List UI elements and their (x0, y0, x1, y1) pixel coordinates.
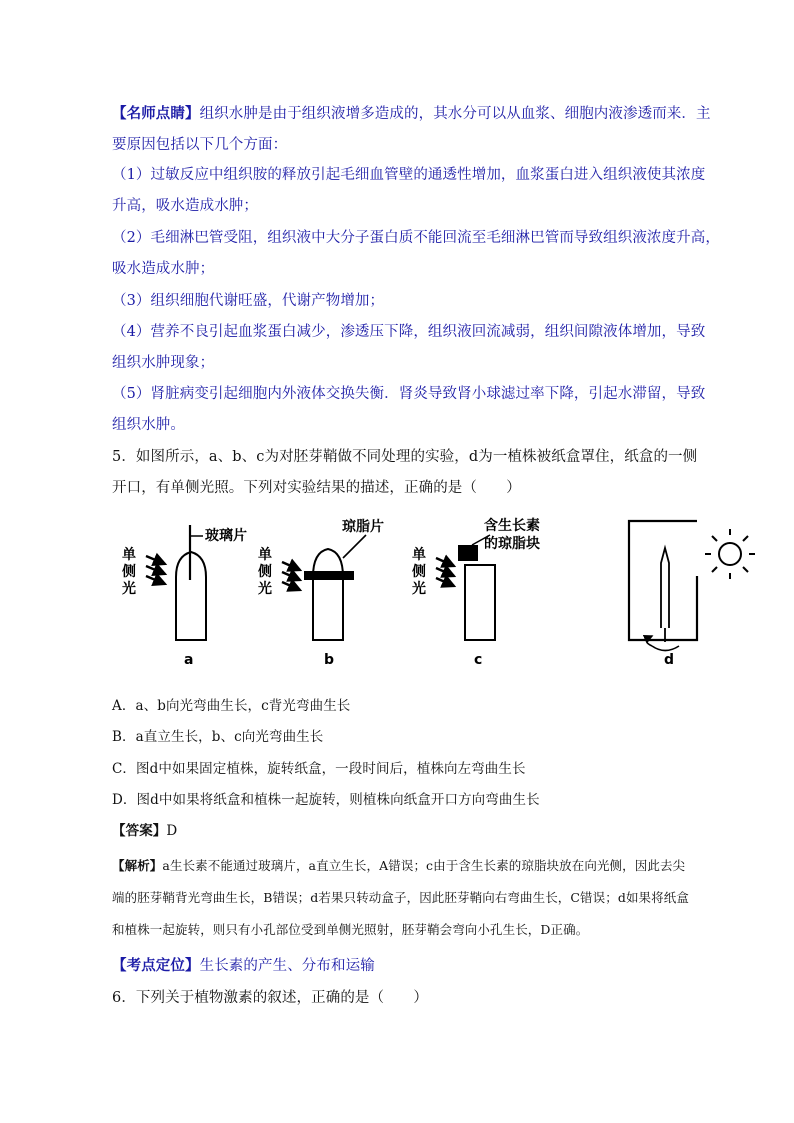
auxin-label-2: 的琼脂块 (484, 536, 540, 552)
panel-label-c: c (474, 652, 483, 668)
coleoptile-b (313, 580, 343, 640)
teacher-note-line-2: 要原因包括以下几个方面： (112, 137, 288, 153)
agar-plate-label: 琼脂片 (342, 519, 384, 535)
q5-stem-line-2: 开口，有单侧光照。下列对实验结果的描述，正确的是（ ） (112, 480, 521, 496)
auxin-agar-block (458, 545, 478, 561)
panel-label-a: a (184, 652, 194, 668)
q6-stem: 6．下列关于植物激素的叙述，正确的是（ ） (112, 990, 428, 1006)
note-item-4-line-1: （4）营养不良引起血浆蛋白减少，渗透压下降，组织液回流减弱，组织间隙液体增加，导致 (112, 324, 706, 340)
option-b: B．a直立生长，b、c向光弯曲生长 (112, 729, 324, 745)
light-label-b-3: 光 (258, 581, 272, 597)
coleoptile-c (465, 565, 495, 640)
analysis-tag: 【解析】 (112, 858, 163, 873)
kaodian-tag: 【考点定位】 (112, 957, 200, 974)
plant-d (661, 548, 669, 628)
option-d: D．图d中如果将纸盒和植株一起旋转，则植株向纸盒开口方向弯曲生长 (112, 792, 540, 808)
teacher-note-line-1: 【名师点睛】组织水肿是由于组织液增多造成的，其水分可以从血浆、细胞内液渗透而来．主 (112, 105, 711, 122)
light-label-c-1: 单 (412, 547, 426, 563)
note-item-5-line-1: （5）肾脏病变引起细胞内外液体交换失衡．肾炎导致肾小球滤过率下降，引起水滞留，导致 (112, 386, 706, 402)
note-item-5-line-2: 组织水肿。 (112, 417, 185, 433)
note-item-1-line-2: 升高，吸水造成水肿； (112, 198, 258, 214)
q5-stem-line-1: 5．如图所示，a、b、c为对胚芽鞘做不同处理的实验，d为一植株被纸盒罩住，纸盒的一侧 (112, 449, 698, 465)
glass-plate-label: 玻璃片 (205, 528, 247, 544)
kaodian-line (112, 956, 375, 976)
panel-c (411, 517, 540, 668)
option-c: C．图d中如果固定植株，旋转纸盒，一段时间后，植株向左弯曲生长 (112, 761, 526, 777)
light-label-a-1: 单 (122, 547, 136, 563)
light-label-b-1: 单 (258, 547, 272, 563)
agar-plate (304, 571, 354, 580)
panel-a (121, 525, 247, 668)
light-label-c-2: 侧 (412, 564, 426, 580)
panel-d (629, 521, 755, 668)
answer-value: D (166, 823, 178, 839)
light-label-b-2: 侧 (258, 564, 272, 580)
kaodian-text: 生长素的产生、分布和运输 (199, 958, 375, 974)
answer-line (112, 821, 177, 841)
note-item-1-line-1: （1）过敏反应中组织胺的释放引起毛细血管壁的通透性增加，血浆蛋白进入组织液使其浓度 (112, 167, 706, 183)
light-label-a-2: 侧 (122, 564, 136, 580)
note-item-3-line-1: （3）组织细胞代谢旺盛，代谢产物增加； (112, 293, 385, 309)
analysis-line-3: 和植株一起旋转，则只有小孔部位受到单侧光照射，胚芽鞘会弯向小孔生长，D正确。 (112, 922, 589, 937)
answer-tag: 【答案】 (112, 823, 167, 839)
panel-b (257, 518, 384, 668)
note-item-4-line-2: 组织水肿现象； (112, 355, 215, 371)
light-label-c-3: 光 (412, 581, 426, 597)
paper-box (629, 521, 697, 640)
teacher-note-tag: 【名师点睛】 (112, 105, 200, 122)
auxin-label-1: 含生长素 (484, 518, 540, 534)
sun-icon (705, 529, 755, 579)
panel-label-d: d (664, 652, 675, 668)
analysis-line-2: 端的胚芽鞘背光弯曲生长，B错误；d若果只转动盒子，因此胚芽鞘向右弯曲生长，C错误；d如果将纸盒 (112, 890, 689, 905)
panel-label-b: b (324, 652, 335, 668)
rotation-arrow (652, 646, 679, 651)
light-label-a-3: 光 (122, 581, 136, 597)
note-item-2-line-2: 吸水造成水肿； (112, 261, 215, 277)
option-a: A．a、b向光弯曲生长，c背光弯曲生长 (112, 698, 351, 714)
light-arrows-a (146, 556, 165, 584)
note-item-2-line-1: （2）毛细淋巴管受阻，组织液中大分子蛋白质不能回流至毛细淋巴管而导致组织液浓度升高， (112, 230, 720, 246)
analysis-line-1: 【解析】a生长素不能通过玻璃片，a直立生长，A错误；c由于含生长素的琼脂块放在向光侧，因此去尖 (112, 858, 686, 873)
light-arrows-b (282, 562, 300, 590)
light-arrows-c (436, 558, 454, 586)
